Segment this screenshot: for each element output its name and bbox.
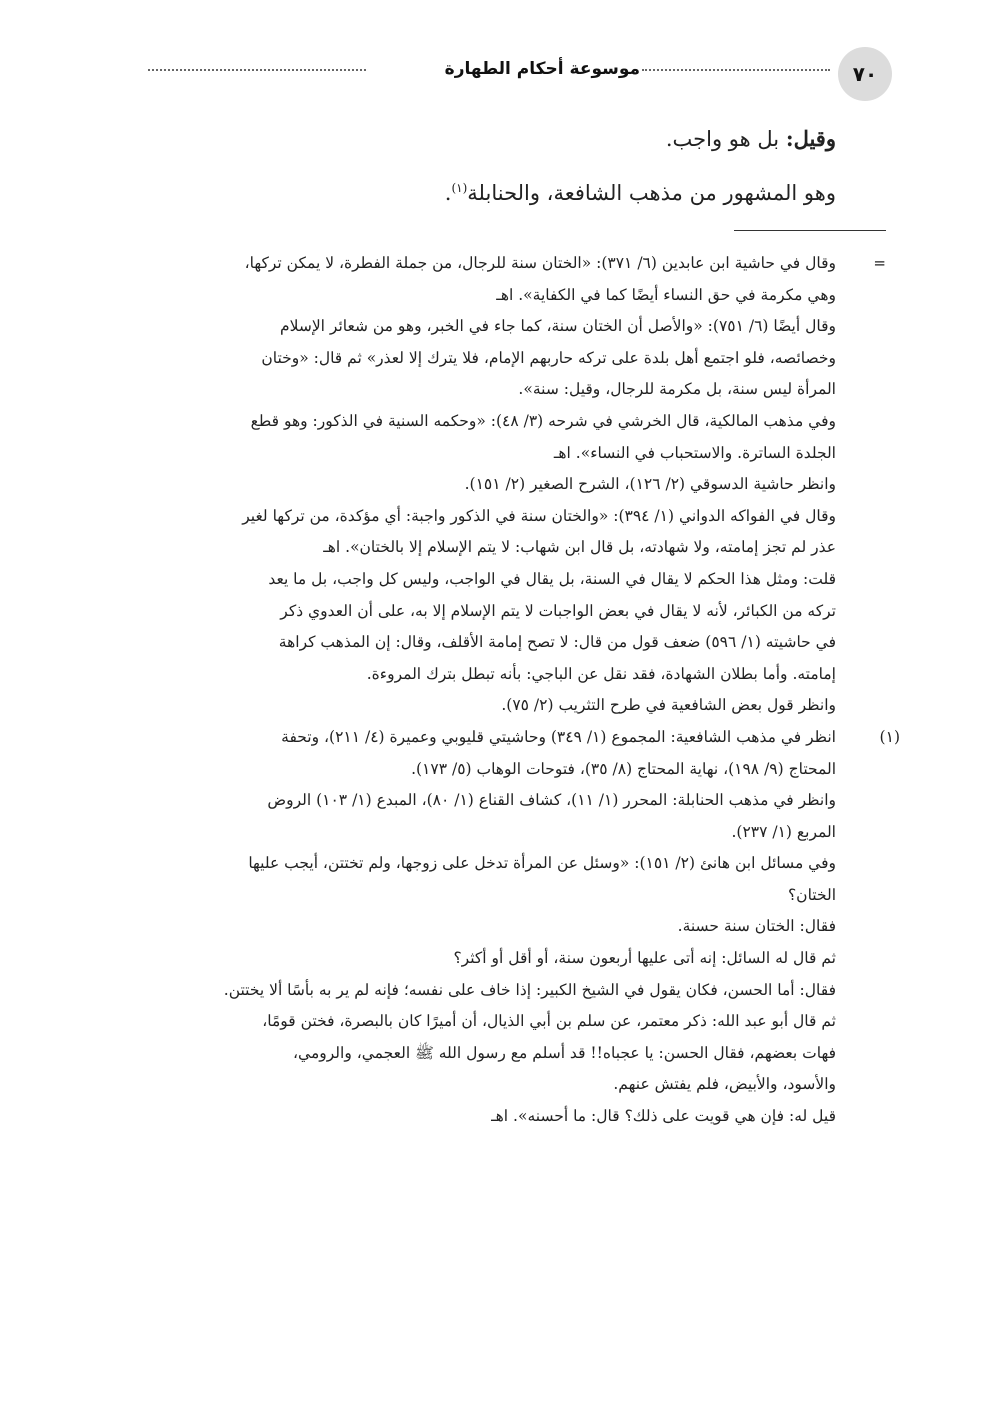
footnote-text: المربع (١/ ٢٣٧).	[731, 822, 836, 841]
footnote-line	[0, 343, 1004, 375]
footnote-line	[0, 280, 1004, 312]
main-line-2	[146, 166, 836, 220]
footnote-text: وفي مسائل ابن هانئ (٢/ ١٥١): «وسئل عن المرأة تدخل على زوجها، ولم تختتن، أيجب عليها	[248, 854, 836, 873]
footnote-line	[0, 627, 1004, 659]
footnote-line	[0, 722, 1004, 754]
footnote-line	[0, 469, 1004, 501]
footnote-number: (١)	[879, 727, 900, 746]
main-line-2-text: وهو المشهور من مذهب الشافعة، والحنابلة	[467, 181, 836, 205]
footnote-line	[0, 374, 1004, 406]
main-line-1-lead: وقيل:	[785, 126, 836, 151]
footnote-line	[0, 817, 1004, 849]
footnote-text: وقال في حاشية ابن عابدين (٦/ ٣٧١): «الختان سنة للرجال، من جملة الفطرة، لا يمكن تركها،	[244, 254, 836, 272]
footnote-line	[0, 564, 1004, 596]
footnote-line	[0, 438, 1004, 470]
footnote-text: فقال: أما الحسن، فكان يقول في الشيخ الكبير: إذا خاف على نفسه؛ فإنه لم ير به بأسًا ألا يختتن.	[223, 980, 836, 999]
footnote-reference[interactable]: (١)	[451, 181, 468, 195]
footnote-line	[0, 880, 1004, 912]
footnote-line	[0, 1006, 1004, 1038]
footnote-line	[0, 501, 1004, 533]
footnote-text: الجلدة الساترة. والاستحباب في النساء». اهـ	[553, 443, 836, 462]
page-number: ٧٠	[852, 62, 878, 86]
footnote-line	[0, 1069, 1004, 1101]
footnote-text: فقال: الختان سنة حسنة.	[677, 917, 836, 936]
footnote-text: الختان؟	[787, 885, 836, 904]
footnote-text: وفي مذهب المالكية، قال الخرشي في شرحه (٣/ ٤٨): «وحكمه السنية في الذكور: وهو قطع	[250, 411, 836, 430]
footnote-line	[0, 975, 1004, 1007]
footnote-line	[0, 754, 1004, 786]
footnote-text: المرأة ليس سنة، بل مكرمة للرجال، وقيل: سنة».	[518, 380, 836, 399]
footnote-text: ثم قال أبو عبد الله: ذكر معتمر، عن سلم بن أبي الذيال، أن أميرًا كان بالبصرة، فختن قومًا،	[262, 1012, 836, 1031]
footnote-line	[0, 848, 1004, 880]
footnote-text: عذر لم تجز إمامته، ولا شهادته، بل قال ابن شهاب: لا يتم الإسلام إلا بالختان». اهـ	[323, 538, 836, 557]
header-dotted-rule-right	[642, 69, 830, 71]
main-text	[146, 112, 836, 220]
footnote-text: والأسود، والأبيض، فلم يفتش عنهم.	[613, 1075, 836, 1094]
footnote-line	[0, 911, 1004, 943]
footnote-line	[0, 248, 1004, 280]
footnote-text: انظر في مذهب الشافعية: المجموع (١/ ٣٤٩) وحاشيتي قليوبي وعميرة (٤/ ٢١١)، وتحفة	[281, 727, 836, 746]
footnote-text: تركه من الكبائر، لأنه لا يقال في بعض الواجبات لا يتم الإسلام إلا به، على أن العدوي ذكر	[280, 601, 836, 620]
footnote-text: وهي مكرمة في حق النساء أيضًا كما في الكفاية». اهـ	[496, 285, 836, 304]
footnote-text: وانظر قول بعض الشافعية في طرح التثريب (٢/ ٧٥).	[501, 696, 836, 715]
footnote-text: وقال في الفواكه الدواني (١/ ٣٩٤): «والختان سنة في الذكور واجبة: أي مؤكدة، من تركها لغير	[242, 506, 836, 525]
main-line-2-end: .	[444, 181, 452, 205]
footnote-text: فهات بعضهم، فقال الحسن: يا عجباه!! قد أسلم مع رسول الله ﷺ العجمي، والرومي،	[293, 1043, 836, 1062]
footnote-line	[0, 690, 1004, 722]
footnote-line	[0, 659, 1004, 691]
main-line-1-rest: بل هو واجب.	[665, 127, 786, 151]
footnote-text: وقال أيضًا (٦/ ٧٥١): «والأصل أن الختان سنة، كما جاء في الخبر، وهو من شعائر الإسلام	[280, 317, 836, 336]
footnote-line	[0, 311, 1004, 343]
footnote-text: وانظر حاشية الدسوقي (٢/ ١٢٦)، الشرح الصغير (٢/ ١٥١).	[464, 475, 836, 494]
footnote-text: إمامته. وأما بطلان الشهادة، فقد نقل عن الباجي: بأنه تبطل بترك المروءة.	[366, 664, 836, 683]
footnote-text: ثم قال له السائل: إنه أتى عليها أربعون سنة، أو أقل أو أكثر؟	[453, 949, 836, 968]
footnote-line	[0, 1101, 1004, 1133]
header-dotted-rule-left	[148, 69, 366, 71]
footnote-text: قلت: ومثل هذا الحكم لا يقال في السنة، بل يقال في الواجب، وليس كل واجب، بل ما يعد	[268, 569, 836, 588]
continuation-mark: =	[873, 254, 886, 272]
footnote-text: قيل له: فإن هي قويت على ذلك؟ قال: ما أحسنه». اهـ	[491, 1107, 836, 1126]
footnote-text: المحتاج (٩/ ١٩٨)، نهاية المحتاج (٨/ ٣٥)، فتوحات الوهاب (٥/ ١٧٣).	[411, 759, 836, 778]
main-line-1	[146, 112, 836, 166]
footnote-text: وخصائصه، فلو اجتمع أهل بلدة على تركه حاربهم الإمام، فلا يترك إلا لعذر» ثم قال: «وختان	[261, 348, 836, 367]
footnote-line	[0, 532, 1004, 564]
footnote-text: في حاشيته (١/ ٥٩٦) ضعف قول من قال: لا تصح إمامة الأقلف، وقال: إن المذهب كراهة	[278, 633, 836, 652]
footnote-line	[0, 1038, 1004, 1070]
footnote-line	[0, 406, 1004, 438]
footnote-line	[0, 596, 1004, 628]
book-title: موسوعة أحكام الطهارة	[444, 59, 640, 79]
page-header	[140, 45, 892, 101]
footnote-separator	[734, 230, 886, 231]
footnote-line	[0, 785, 1004, 817]
footnotes	[0, 248, 1004, 1133]
page-number-badge	[838, 47, 892, 101]
footnote-line	[0, 943, 1004, 975]
footnote-text: وانظر في مذهب الحنابلة: المحرر (١/ ١١)، كشاف القناع (١/ ٨٠)، المبدع (١/ ١٠٣) الروض	[267, 791, 836, 810]
